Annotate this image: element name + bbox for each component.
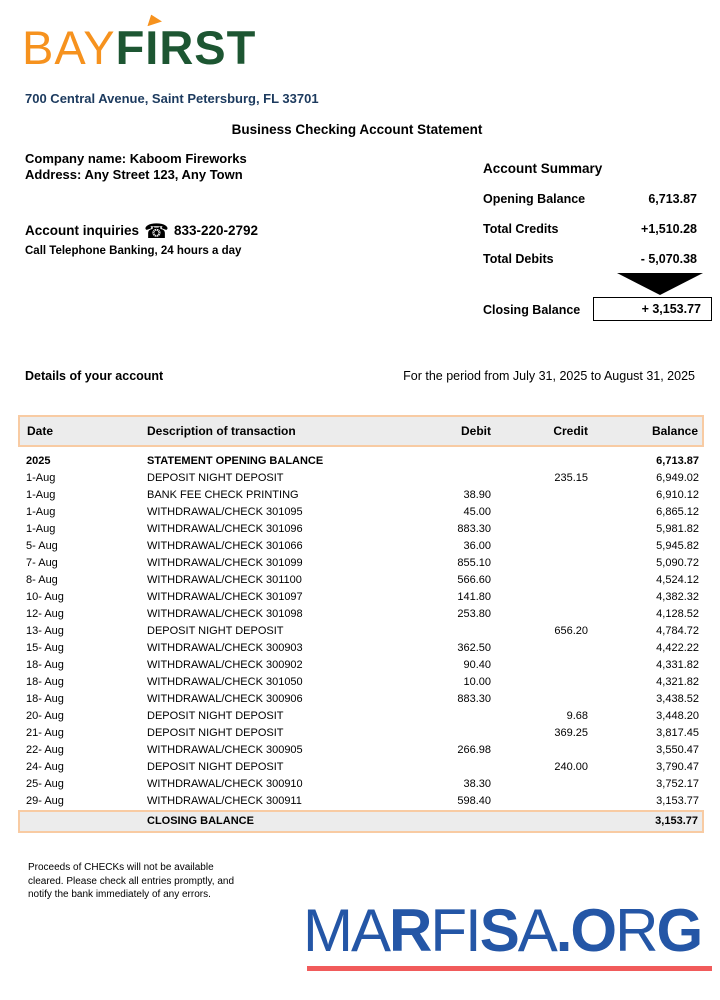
cell-date: 13- Aug bbox=[26, 625, 64, 637]
table-row bbox=[19, 555, 703, 572]
table-row bbox=[19, 708, 703, 725]
cell-balance: 6,713.87 bbox=[656, 455, 699, 467]
cell-debit: 566.60 bbox=[457, 574, 491, 586]
cell-desc: BANK FEE CHECK PRINTING bbox=[147, 489, 299, 501]
cell-debit bbox=[401, 446, 495, 470]
watermark-letter: R bbox=[615, 897, 657, 964]
bayfirst-logo bbox=[22, 21, 257, 74]
cell-debit: 253.80 bbox=[457, 608, 491, 620]
cell-desc: WITHDRAWAL/CHECK 301096 bbox=[147, 523, 303, 535]
customer-info bbox=[25, 151, 247, 183]
cell-desc: WITHDRAWAL/CHECK 301066 bbox=[147, 540, 303, 552]
cell-credit: 240.00 bbox=[554, 761, 588, 773]
cell-debit: 362.50 bbox=[457, 642, 491, 654]
cell-balance: 5,981.82 bbox=[656, 523, 699, 535]
watermark-letter: A bbox=[350, 897, 390, 964]
table-header-row bbox=[19, 416, 703, 446]
cell-desc: WITHDRAWAL/CHECK 301095 bbox=[147, 506, 303, 518]
cell-balance: 4,784.72 bbox=[656, 625, 699, 637]
cell-credit: 369.25 bbox=[554, 727, 588, 739]
cell-desc: STATEMENT OPENING BALANCE bbox=[147, 455, 324, 467]
cell-balance: 3,448.20 bbox=[656, 710, 699, 722]
summary-label: Opening Balance bbox=[483, 192, 586, 206]
cell-desc: WITHDRAWAL/CHECK 300906 bbox=[147, 693, 303, 705]
table-row bbox=[19, 776, 703, 793]
cell-date: 10- Aug bbox=[26, 591, 64, 603]
cell-balance: 5,090.72 bbox=[656, 557, 699, 569]
table-row bbox=[19, 521, 703, 538]
closing-balance-row bbox=[19, 811, 703, 832]
summary-row-opening bbox=[483, 192, 697, 206]
summary-label: Total Credits bbox=[483, 222, 559, 236]
logo-letters-rst: RST bbox=[159, 21, 257, 74]
cell-desc: WITHDRAWAL/CHECK 300903 bbox=[147, 642, 303, 654]
table-row bbox=[19, 446, 703, 470]
cell-credit bbox=[495, 589, 592, 606]
cell-balance: 3,550.47 bbox=[656, 744, 699, 756]
cell-debit: 90.40 bbox=[463, 659, 491, 671]
cell-credit bbox=[495, 640, 592, 657]
cell-balance: 3,817.45 bbox=[656, 727, 699, 739]
table-row bbox=[19, 691, 703, 708]
transactions-body bbox=[19, 446, 703, 811]
cell-credit bbox=[495, 555, 592, 572]
cell-balance: 4,128.52 bbox=[656, 608, 699, 620]
watermark-letter: . bbox=[555, 897, 571, 964]
summary-value: - 5,070.38 bbox=[640, 252, 697, 266]
cell-date: 15- Aug bbox=[26, 642, 64, 654]
cell-date: 5- Aug bbox=[26, 540, 58, 552]
cell-debit bbox=[401, 759, 495, 776]
cell-balance: 4,422.22 bbox=[656, 642, 699, 654]
cell-date: 7- Aug bbox=[26, 557, 58, 569]
header-description: Description of transaction bbox=[140, 416, 401, 446]
cell-desc: CLOSING BALANCE bbox=[140, 811, 401, 832]
table-row bbox=[19, 640, 703, 657]
cell-balance: 4,382.32 bbox=[656, 591, 699, 603]
account-summary-heading: Account Summary bbox=[483, 161, 603, 176]
cell-date: 24- Aug bbox=[26, 761, 64, 773]
cell-credit: 656.20 bbox=[554, 625, 588, 637]
cell-debit: 883.30 bbox=[457, 693, 491, 705]
page-title: Business Checking Account Statement bbox=[231, 122, 483, 137]
closing-balance-label: Closing Balance bbox=[483, 303, 581, 317]
summary-row-credits bbox=[483, 222, 697, 236]
cell-date: 18- Aug bbox=[26, 676, 64, 688]
closing-balance-value: + 3,153.77 bbox=[641, 302, 701, 316]
cell-date: 18- Aug bbox=[26, 659, 64, 671]
cell-date: 12- Aug bbox=[26, 608, 64, 620]
cell-date: 1-Aug bbox=[26, 506, 56, 518]
cell-debit bbox=[401, 470, 495, 487]
cell-credit bbox=[495, 793, 592, 811]
cell-debit: 38.90 bbox=[463, 489, 491, 501]
cell-date bbox=[19, 811, 140, 832]
header-date: Date bbox=[19, 416, 140, 446]
cell-debit: 38.30 bbox=[463, 778, 491, 790]
cell-desc: DEPOSIT NIGHT DEPOSIT bbox=[147, 710, 284, 722]
table-row bbox=[19, 742, 703, 759]
cell-credit bbox=[495, 811, 592, 832]
cell-desc: WITHDRAWAL/CHECK 300902 bbox=[147, 659, 303, 671]
cell-credit bbox=[495, 504, 592, 521]
table-row bbox=[19, 589, 703, 606]
details-heading: Details of your account bbox=[25, 369, 164, 383]
cell-balance: 6,949.02 bbox=[656, 472, 699, 484]
cell-debit: 141.80 bbox=[457, 591, 491, 603]
cell-date: 1-Aug bbox=[26, 489, 56, 501]
cell-balance: 3,153.77 bbox=[592, 811, 703, 832]
account-inquiries-label: Account inquiries bbox=[25, 223, 140, 238]
cell-date: 8- Aug bbox=[26, 574, 58, 586]
table-row bbox=[19, 623, 703, 640]
cell-credit bbox=[495, 521, 592, 538]
company-address-line: Address: Any Street 123, Any Town bbox=[25, 167, 243, 182]
table-row bbox=[19, 657, 703, 674]
logo-letter-i: I bbox=[145, 24, 159, 71]
cell-debit bbox=[401, 725, 495, 742]
cell-credit bbox=[495, 606, 592, 623]
table-row bbox=[19, 759, 703, 776]
table-row bbox=[19, 725, 703, 742]
account-inquiries-line bbox=[25, 219, 258, 243]
cell-date: 29- Aug bbox=[26, 795, 64, 807]
cell-desc: WITHDRAWAL/CHECK 301050 bbox=[147, 676, 303, 688]
cell-debit: 10.00 bbox=[463, 676, 491, 688]
closing-balance-box bbox=[593, 297, 712, 321]
table-row bbox=[19, 793, 703, 811]
table-row bbox=[19, 504, 703, 521]
logo-bay-text: BAY bbox=[22, 21, 116, 74]
table-row bbox=[19, 470, 703, 487]
table-row bbox=[19, 606, 703, 623]
watermark-letter: F bbox=[430, 897, 466, 964]
cell-debit bbox=[401, 708, 495, 725]
header-credit: Credit bbox=[495, 416, 592, 446]
cell-desc: WITHDRAWAL/CHECK 300905 bbox=[147, 744, 303, 756]
cell-desc: WITHDRAWAL/CHECK 301100 bbox=[147, 574, 302, 586]
company-name-line: Company name: Kaboom Fireworks bbox=[25, 151, 247, 166]
footer-note bbox=[28, 861, 234, 902]
watermark-text bbox=[303, 897, 702, 964]
cell-balance: 4,321.82 bbox=[656, 676, 699, 688]
cell-debit: 266.98 bbox=[457, 744, 491, 756]
cell-balance: 3,752.17 bbox=[656, 778, 699, 790]
cell-credit bbox=[495, 674, 592, 691]
watermark-letter: I bbox=[465, 897, 480, 964]
cell-desc: DEPOSIT NIGHT DEPOSIT bbox=[147, 625, 284, 637]
phone-icon: ☎ bbox=[144, 219, 169, 243]
cell-credit: 235.15 bbox=[554, 472, 588, 484]
footer-line: notify the bank immediately of any errors. bbox=[28, 889, 211, 900]
telephone-banking-note: Call Telephone Banking, 24 hours a day bbox=[25, 245, 242, 257]
cell-credit bbox=[495, 446, 592, 470]
cell-credit bbox=[495, 657, 592, 674]
logo-first-text bbox=[116, 21, 257, 74]
cell-debit: 598.40 bbox=[457, 795, 491, 807]
watermark-letter: S bbox=[479, 897, 518, 964]
cell-debit bbox=[401, 811, 495, 832]
cell-debit: 883.30 bbox=[457, 523, 491, 535]
cell-balance: 6,910.12 bbox=[656, 489, 699, 501]
cell-credit bbox=[495, 776, 592, 793]
cell-balance: 4,524.12 bbox=[656, 574, 699, 586]
cell-balance: 5,945.82 bbox=[656, 540, 699, 552]
cell-desc: WITHDRAWAL/CHECK 301097 bbox=[147, 591, 303, 603]
cell-balance: 3,438.52 bbox=[656, 693, 699, 705]
cell-date: 21- Aug bbox=[26, 727, 64, 739]
bank-address: 700 Central Avenue, Saint Petersburg, FL 33701 bbox=[25, 91, 319, 106]
cell-date: 20- Aug bbox=[26, 710, 64, 722]
summary-row-debits bbox=[483, 252, 697, 266]
cell-desc: WITHDRAWAL/CHECK 300911 bbox=[147, 795, 302, 807]
cell-desc: DEPOSIT NIGHT DEPOSIT bbox=[147, 472, 284, 484]
cell-date: 22- Aug bbox=[26, 744, 64, 756]
statement-period: For the period from July 31, 2025 to August 31, 2025 bbox=[403, 369, 695, 383]
cell-debit: 855.10 bbox=[457, 557, 491, 569]
watermark-letter: A bbox=[517, 897, 556, 964]
cell-date: 25- Aug bbox=[26, 778, 64, 790]
cell-date: 18- Aug bbox=[26, 693, 64, 705]
cell-date: 2025 bbox=[26, 455, 51, 467]
cell-credit bbox=[495, 572, 592, 589]
cell-date: 1-Aug bbox=[26, 523, 56, 535]
watermark-letter: G bbox=[656, 897, 702, 964]
header-balance: Balance bbox=[592, 416, 703, 446]
cell-debit bbox=[401, 623, 495, 640]
watermark-underline bbox=[307, 966, 712, 971]
watermark-letter: M bbox=[303, 897, 351, 964]
table-row bbox=[19, 487, 703, 504]
cell-desc: DEPOSIT NIGHT DEPOSIT bbox=[147, 727, 284, 739]
cell-debit: 45.00 bbox=[463, 506, 491, 518]
cell-date: 1-Aug bbox=[26, 472, 56, 484]
cell-balance: 3,790.47 bbox=[656, 761, 699, 773]
cell-balance: 6,865.12 bbox=[656, 506, 699, 518]
summary-value: +1,510.28 bbox=[641, 222, 697, 236]
cell-desc: WITHDRAWAL/CHECK 301099 bbox=[147, 557, 303, 569]
table-row bbox=[19, 538, 703, 555]
arrow-down-icon bbox=[617, 273, 703, 295]
cell-credit bbox=[495, 691, 592, 708]
cell-credit: 9.68 bbox=[566, 710, 588, 722]
watermark-letter: O bbox=[570, 897, 616, 964]
cell-credit bbox=[495, 742, 592, 759]
cell-debit: 36.00 bbox=[463, 540, 491, 552]
cell-credit bbox=[495, 487, 592, 504]
summary-label: Total Debits bbox=[483, 252, 554, 266]
footer-line: Proceeds of CHECKs will not be available bbox=[28, 862, 214, 873]
summary-value: 6,713.87 bbox=[648, 192, 697, 206]
header-debit: Debit bbox=[401, 416, 495, 446]
transactions-table bbox=[18, 415, 704, 833]
cell-balance: 3,153.77 bbox=[656, 795, 699, 807]
logo-letter-f: F bbox=[115, 21, 146, 74]
table-row bbox=[19, 572, 703, 589]
phone-number: 833-220-2792 bbox=[173, 223, 259, 238]
table-row bbox=[19, 674, 703, 691]
watermark-letter: R bbox=[389, 897, 431, 964]
cell-desc: DEPOSIT NIGHT DEPOSIT bbox=[147, 761, 284, 773]
cell-balance: 4,331.82 bbox=[656, 659, 699, 671]
cell-desc: WITHDRAWAL/CHECK 300910 bbox=[147, 778, 303, 790]
cell-credit bbox=[495, 538, 592, 555]
footer-line: cleared. Please check all entries promptly, and bbox=[28, 875, 235, 887]
cell-desc: WITHDRAWAL/CHECK 301098 bbox=[147, 608, 303, 620]
